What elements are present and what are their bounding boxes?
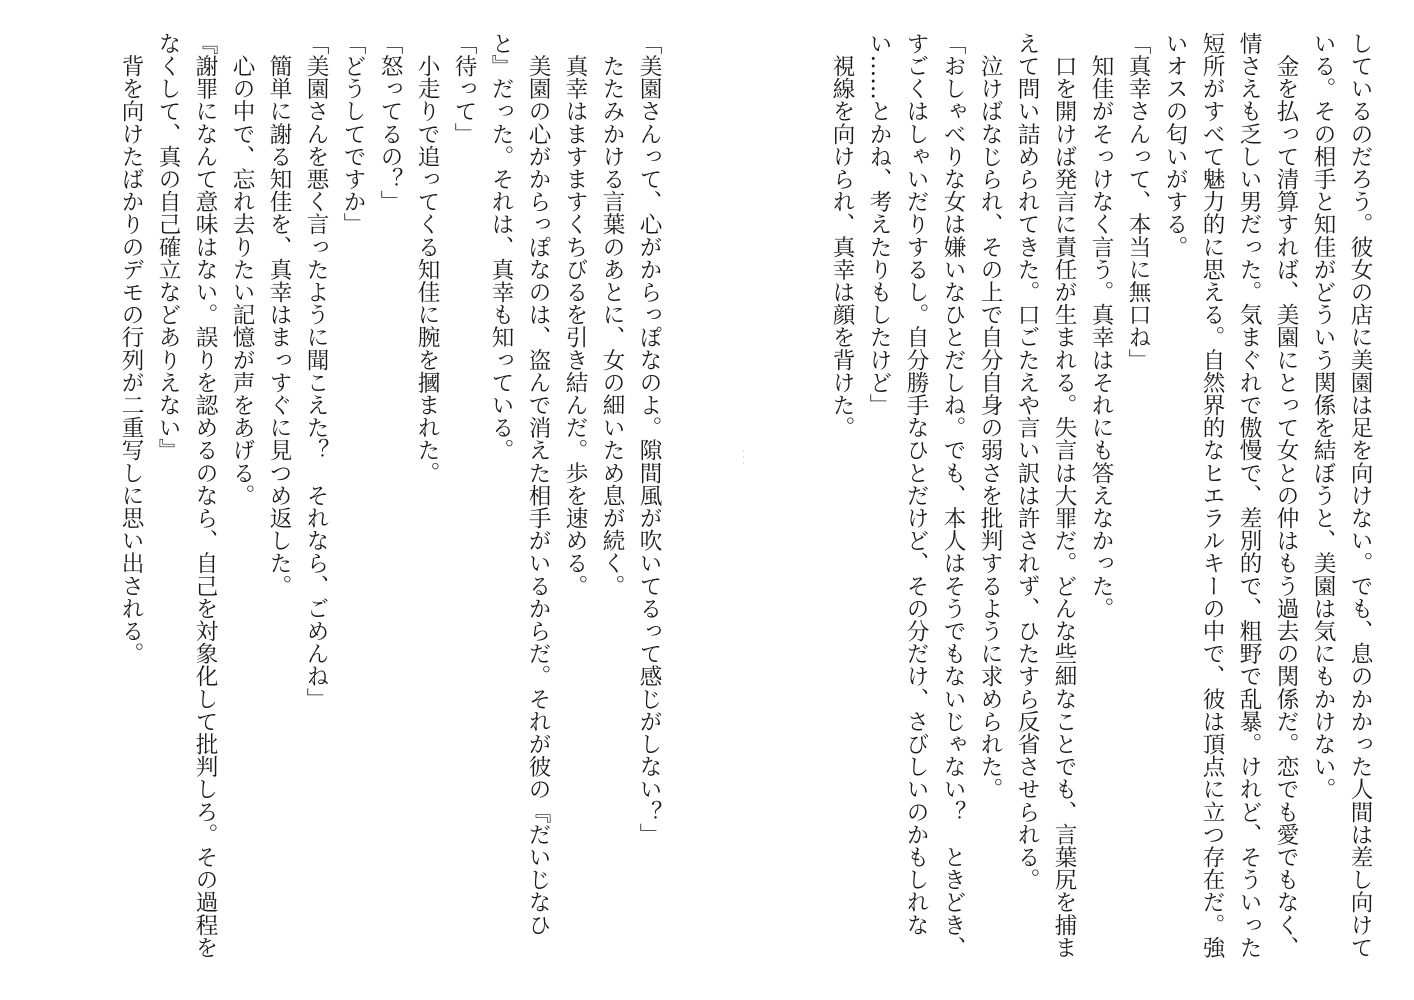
text-line: 「美園さんって、心がからっぽなのよ。隙間風が吹いてるって感じがしない？」 bbox=[636, 32, 662, 846]
text-line: 「真幸さんって、本当に無口ね」 bbox=[1125, 32, 1151, 371]
text-line: いオスの匂いがする。 bbox=[1162, 32, 1188, 258]
text-line: 『謝罪になんて意味はない。誤りを認めるのなら、自己を対象化して批判しろ。その過程を bbox=[192, 32, 218, 959]
text-line: い……とかね、考えたりもしたけど」 bbox=[866, 32, 892, 417]
text-line: 「怒ってるの？」 bbox=[377, 32, 403, 213]
text-line: 泣けばなじられ、その上で自分自身の弱さを批判するように求められた。 bbox=[977, 32, 1003, 801]
text-line: しているのだろう。彼女の店に美園は足を向けない。でも、息のかかった人間は差し向けて bbox=[1347, 32, 1373, 959]
text-line: 情さえも乏しい男だった。気まぐれで傲慢で、差別的で、粗野で乱暴。けれど、そういった bbox=[1236, 32, 1262, 959]
text-line: 口を開けば発言に責任が生まれる。失言は大罪だ。どんな些細なことでも、言葉尻を捕ま bbox=[1051, 32, 1077, 959]
text-line: 真幸はますますくちびるを引き結んだ。歩を速める。 bbox=[562, 32, 588, 597]
text-line: 知佳がそっけなく言う。真幸はそれにも答えなかった。 bbox=[1088, 32, 1114, 620]
text-line: すごくはしゃいだりするし。自分勝手なひとだけど、その分だけ、さびしいのかもしれな bbox=[903, 32, 929, 936]
text-line: えて問い詰められてきた。口ごたえや言い訳は許されず、ひたすら反省させられる。 bbox=[1014, 32, 1040, 891]
text-line: 美園の心がからっぽなのは、盗んで消えた相手がいるからだ。それが彼の『だいじなひ bbox=[525, 32, 551, 936]
text-line: 「待って」 bbox=[451, 32, 477, 145]
text-line: いる。その相手と知佳がどういう関係を結ぼうと、美園は気にもかけない。 bbox=[1310, 32, 1336, 801]
text-line: 「美園さんを悪く言ったように聞こえた？ それなら、ごめんね」 bbox=[303, 32, 329, 710]
text-line: 金を払って清算すれば、美園にとって女との仲はもう過去の関係だ。恋でも愛でもなく、 bbox=[1273, 32, 1299, 959]
text-line: 心の中で、忘れ去りたい記憶が声をあげる。 bbox=[229, 32, 255, 507]
text-line: 短所がすべて魅力的に思える。自然界的なヒエラルキーの中で、彼は頂点に立つ存在だ。強 bbox=[1199, 32, 1225, 959]
text-line: 「おしゃべりな女は嫌いなひとだしね。でも、本人はそうでもないじゃない？ ときどき、 bbox=[940, 32, 966, 959]
right-page bbox=[707, 0, 1414, 1000]
text-line: 小走りで追ってくる知佳に腕を摑まれた。 bbox=[414, 32, 440, 484]
text-line: と』だった。それは、真幸も知っている。 bbox=[488, 32, 514, 462]
text-line: なくして、真の自己確立などありえない』 bbox=[155, 32, 181, 462]
left-page-text bbox=[112, 32, 667, 972]
right-page-text bbox=[823, 32, 1378, 972]
text-line: 視線を向けられ、真幸は顔を背けた。 bbox=[829, 32, 855, 439]
text-line: たたみかける言葉のあとに、女の細いため息が続く。 bbox=[599, 32, 625, 597]
text-line: 「どうしてですか」 bbox=[340, 32, 366, 236]
text-line: 背を向けたばかりのデモの行列が二重写しに思い出される。 bbox=[118, 32, 144, 665]
text-line: 簡単に謝る知佳を、真幸はまっすぐに見つめ返した。 bbox=[266, 32, 292, 597]
gutter-mark: ・・・ bbox=[739, 448, 746, 466]
